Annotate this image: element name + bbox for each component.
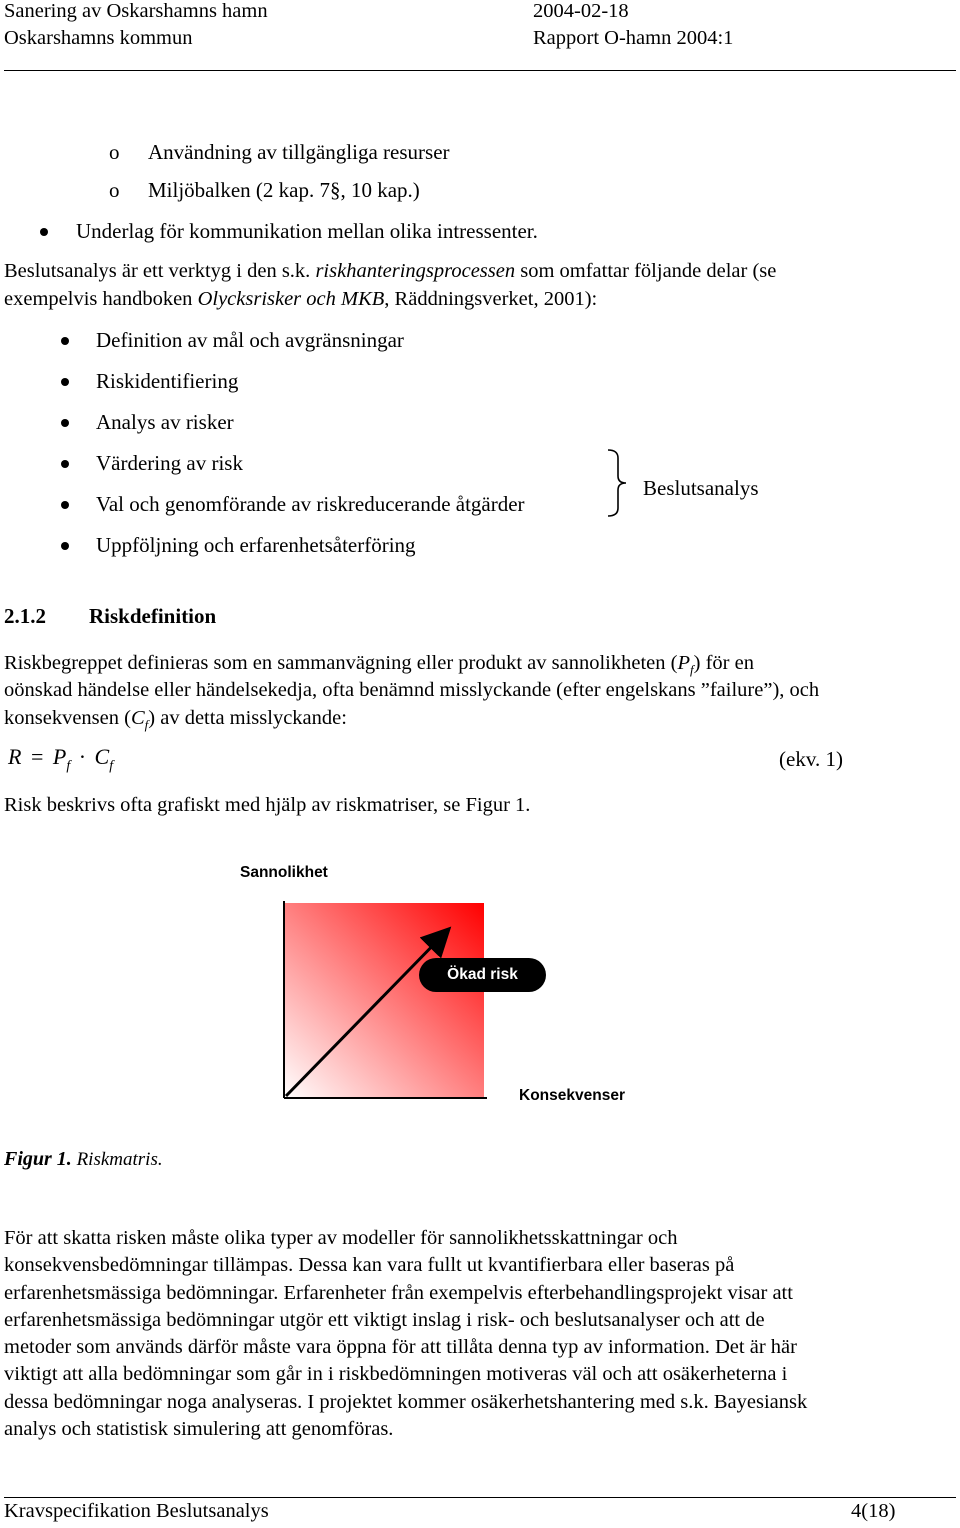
body-paragraph [4, 1225, 954, 1443]
body-line: viktigt att alla bedömningar som går in i riskbedömningen motiveras väl och att osäkerheterna i [4, 1363, 788, 1386]
intro-line-2: exempelvis handboken Olycksrisker och MKB, Räddningsverket, 2001): [4, 288, 598, 310]
process-item-followup: Uppföljning och erfarenhetsåterföring [96, 533, 416, 557]
definition-line-2: oönskad händelse eller händelsekedja, ofta benämnd misslyckande (efter engelskans ”failure”), och [4, 679, 820, 701]
section-number: 2.1.2 [4, 604, 46, 628]
body-line: analys och statistisk simulering att genomföras. [4, 1418, 394, 1441]
bullet-icon [61, 419, 69, 427]
process-item-measures: Val och genomförande av riskreducerande åtgärder [96, 492, 525, 516]
header-title: Sanering av Oskarshamns hamn [4, 0, 268, 22]
process-item-identification: Riskidentifiering [96, 369, 239, 393]
bullet-icon [61, 542, 69, 550]
page-number: 4(18) [851, 1500, 896, 1522]
definition-line-3: konsekvensen $(C_f)$ av detta misslyckande: [4, 707, 347, 733]
definition-line-1: Riskbegreppet definieras som en sammanvägning eller produkt av sannolikheten $(P_f)$ för en [4, 652, 754, 678]
header-report-id: Rapport O-hamn 2004:1 [533, 27, 734, 49]
header-rule [4, 70, 956, 71]
equation-label: (ekv. 1) [779, 747, 843, 771]
sub-list-item: Användning av tillgängliga resurser [148, 140, 450, 164]
body-line: För att skatta risken måste olika typer av modeller för sannolikhetsskattningar och [4, 1227, 678, 1249]
intro-line-1: Beslutsanalys är ett verktyg i den s.k. riskhanteringsprocessen som omfattar följande delar (se [4, 260, 777, 282]
risk-text: Risk beskrivs ofta grafiskt med hjälp av riskmatriser, se Figur 1. [4, 794, 531, 816]
body-line: erfarenhetsmässiga bedömningar. Erfarenheter från exempelvis efterbehandlingsprojekt visar att [4, 1281, 793, 1304]
right-brace [604, 448, 634, 518]
header-organization: Oskarshamns kommun [4, 27, 193, 49]
process-item-analysis: Analys av risker [96, 410, 234, 434]
equation: $R = P_f \cdot C_f$ [8, 744, 114, 774]
brace-label: Beslutsanalys [643, 476, 759, 500]
body-line: dessa bedömningar noga analyseras. I projektet kommer osäkerhetshantering med s.k. Bayesiansk [4, 1390, 808, 1413]
bullet-icon [61, 460, 69, 468]
figure-caption: Figur 1. Riskmatris. [4, 1148, 163, 1170]
body-line: metoder som används därför måste vara öppna för att tillåta denna typ av information. Det är här [4, 1336, 797, 1359]
risk-matrix [270, 895, 495, 1105]
body-line: erfarenhetsmässiga bedömningar utgör ett viktigt inslag i risk- och beslutsanalyser och att de [4, 1308, 765, 1331]
sub-list-item: Miljöbalken (2 kap. 7§, 10 kap.) [148, 178, 420, 202]
process-item-definition: Definition av mål och avgränsningar [96, 328, 404, 352]
bullet-icon [61, 337, 69, 345]
x-axis-label: Konsekvenser [519, 1087, 625, 1104]
process-item-evaluation: Värdering av risk [96, 451, 243, 475]
body-line: konsekvensbedömningar tillämpas. Dessa kan vara fullt ut kvantifierbara eller baseras på [4, 1254, 735, 1277]
sub-list-marker: o [109, 140, 120, 164]
sub-list-marker: o [109, 178, 120, 202]
footer-title: Kravspecifikation Beslutsanalys [4, 1500, 269, 1522]
header-date: 2004-02-18 [533, 0, 629, 22]
section-title: Riskdefinition [89, 604, 217, 628]
bullet-icon [61, 378, 69, 386]
bullet-icon [61, 501, 69, 509]
list-item: Underlag för kommunikation mellan olika intressenter. [76, 219, 538, 243]
arrow-label: Ökad risk [419, 958, 546, 992]
bullet-icon [40, 228, 48, 236]
footer-rule [4, 1497, 956, 1498]
y-axis-label: Sannolikhet [240, 864, 328, 881]
